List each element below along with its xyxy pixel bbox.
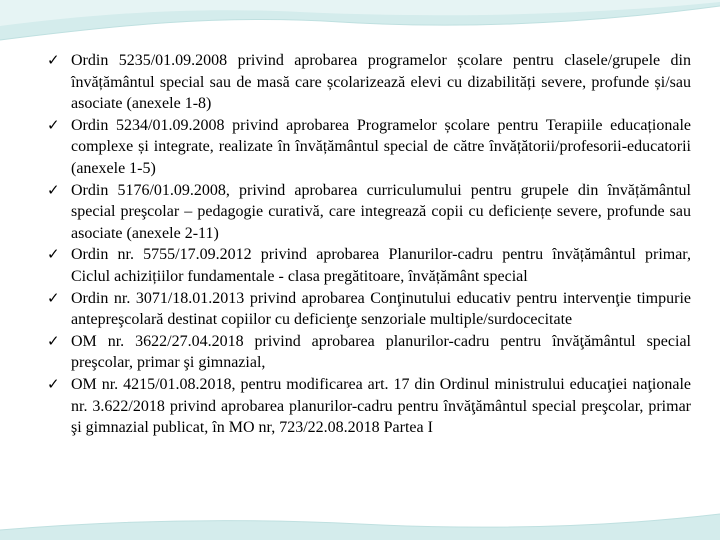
list-item	[47, 50, 691, 115]
list-item	[47, 180, 691, 245]
checkmark-icon: ✓	[47, 245, 60, 264]
list-item-text: Ordin 5234/01.09.2008 privind aprobarea Programelor școlare pentru Terapiile educaționale complexe și integrate, realizate în învățământul special de către învățătorii/profesorii-educatorii (anexele 1-5)	[71, 116, 691, 177]
top-decorative-wave	[0, 0, 720, 48]
list-item-text: OM nr. 4215/01.08.2018, pentru modificarea art. 17 din Ordinul ministrului educaţiei naţionale nr. 3.622/2018 privind aprobarea planurilor-cadru pentru învăţământul special preşcolar, primar şi gimnazial publicat, în MO nr, 723/22.08.2018 Partea I	[71, 375, 691, 437]
list-item	[47, 244, 691, 287]
bottom-decorative-wave	[0, 500, 720, 540]
checkmark-icon: ✓	[47, 180, 60, 199]
checkmark-icon: ✓	[47, 115, 60, 134]
list-item	[47, 115, 691, 180]
list-item-text: Ordin 5235/01.09.2008 privind aprobarea programelor școlare pentru clasele/grupele din învățământul special sau de masă care școlarizează elevi cu dizabilități severe, profunde și/sau asociate (anexele 1-8)	[71, 52, 691, 113]
list-item-text: Ordin nr. 3071/18.01.2013 privind aprobarea Conţinutului educativ pentru intervenţie timpurie antepreşcolară destinat copiilor cu deficienţe senzoriale multiple/surdocecitate	[71, 289, 691, 329]
list-item-text: Ordin nr. 5755/17.09.2012 privind aprobarea Planurilor-cadru pentru învățământul primar, Ciclul achizițiilor fundamentale - clasa pregătitoare, învățământ special	[71, 246, 691, 285]
list-item	[47, 331, 691, 374]
list-item-text: Ordin 5176/01.09.2008, privind aprobarea curriculumului pentru grupele din învățământul special preşcolar – pedagogie curativă, care integrează copii cu deficiențe severe, profunde sau asociate (anexele 2-11)	[71, 181, 691, 242]
list-item-text: OM nr. 3622/27.04.2018 privind aprobarea planurilor-cadru pentru învăţământul special preşcolar, primar şi gimnazial,	[71, 332, 691, 372]
document-body	[47, 50, 691, 439]
list-item	[47, 374, 691, 439]
checkmark-icon: ✓	[47, 288, 60, 307]
list-item	[47, 288, 691, 331]
checkmark-icon: ✓	[47, 51, 60, 69]
checkmark-icon: ✓	[47, 331, 60, 350]
regulations-list	[47, 50, 691, 439]
checkmark-icon: ✓	[47, 374, 60, 393]
